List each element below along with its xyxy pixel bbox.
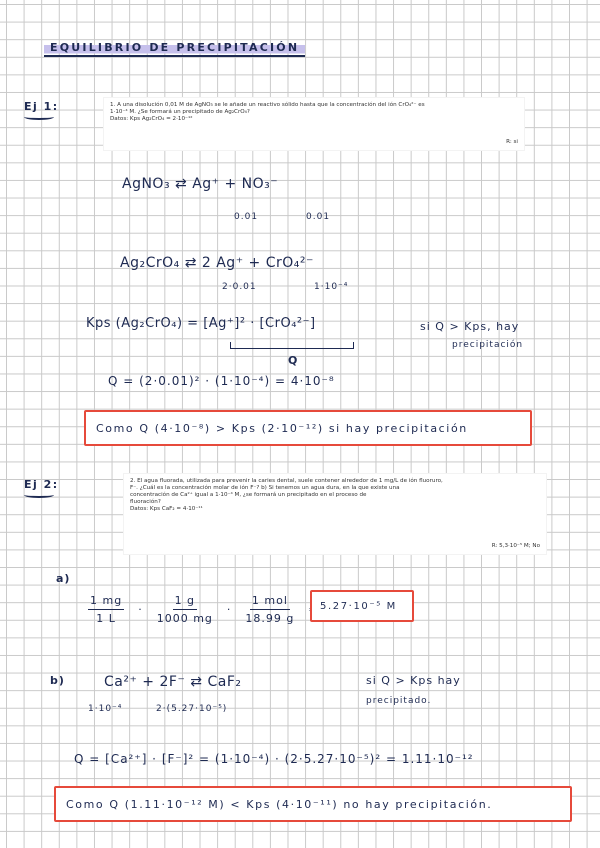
fraction-numerator: 1 mg xyxy=(88,594,124,610)
dissociation-equation-1: AgNO₃ ⇄ Ag⁺ + NO₃⁻ xyxy=(122,176,279,192)
concentration-ag-2: 2·0.01 xyxy=(222,282,257,292)
fraction xyxy=(88,594,124,625)
fraction xyxy=(245,594,294,625)
concentration-ag: 0.01 xyxy=(234,212,259,222)
concentration-no3: 0.01 xyxy=(306,212,331,222)
problem-line: Datos: Kps CaF₂ = 4·10⁻¹¹ xyxy=(130,506,203,512)
fraction xyxy=(157,594,213,625)
result-box-a xyxy=(310,590,414,622)
exercise-2-label-text: Ej 2: xyxy=(24,478,59,491)
conclusion-text: Como Q (4·10⁻⁸) > Kps (2·10⁻¹²) si hay precipitación xyxy=(96,421,468,435)
part-a-label: a) xyxy=(56,572,71,585)
conclusion-box-2 xyxy=(54,786,572,822)
exercise-1-problem xyxy=(104,98,524,150)
exercise-2-problem xyxy=(124,474,546,554)
note-line: precipitación xyxy=(452,340,524,350)
fraction-denominator: 1 L xyxy=(96,612,116,625)
exercise-1-label xyxy=(24,100,59,120)
problem-answer: R: 5,3·10⁻⁵ M; No xyxy=(491,543,540,549)
problem-line: 1. A una disolución 0,01 M de AgNO₃ se le añade un reactivo sólido hasta que la concentración del ión CrO₄²⁻ es xyxy=(110,102,425,108)
exercise-1-label-text: Ej 1: xyxy=(24,100,59,113)
problem-answer: R: si xyxy=(506,139,518,145)
conclusion-text: Como Q (1.11·10⁻¹² M) < Kps (4·10⁻¹¹) no hay precipitación. xyxy=(66,797,493,811)
kps-expression: Kps (Ag₂CrO₄) = [Ag⁺]² · [CrO₄²⁻] xyxy=(86,316,316,331)
precipitation-equation: Ca²⁺ + 2F⁻ ⇄ CaF₂ xyxy=(104,674,242,690)
result-text: 5.27·10⁻⁵ M xyxy=(320,600,397,612)
problem-line: Datos: Kps Ag₂CrO₄ = 2·10⁻¹² xyxy=(110,116,193,122)
q-label: Q xyxy=(288,354,299,367)
fraction-numerator: 1 g xyxy=(173,594,197,610)
note-line: si Q > Kps, hay xyxy=(420,320,520,333)
problem-line: fluoración? xyxy=(130,499,161,505)
problem-line: F⁻. ¿Cuál es la concentración molar de ión F⁻? b) Si tenemos un agua dura, en la que existe una xyxy=(130,485,400,491)
concentration-cro4: 1·10⁻⁴ xyxy=(314,282,349,292)
problem-line: concentración de Ca²⁺ igual a 1·10⁻⁴ M, ¿se formará un precipitado en el proceso de xyxy=(130,492,367,498)
problem-line: 1·10⁻⁴ M. ¿Se formará un precipitado de Ag₂CrO₄? xyxy=(110,109,250,115)
concentration-ca: 1·10⁻⁴ xyxy=(88,704,123,714)
note-line: precipitado. xyxy=(366,696,432,706)
part-b-label: b) xyxy=(50,674,65,687)
unit-conversion: $\frac{1 mg}{1 L}$ · $\frac{1 g}{1000 mg}$ · $\frac{\text{1 mol}}{18.99 g}$ xyxy=(90,594,295,625)
q-bracket xyxy=(230,342,354,349)
dissociation-equation-2: Ag₂CrO₄ ⇄ 2 Ag⁺ + CrO₄²⁻ xyxy=(120,255,314,271)
problem-line: 2. El agua fluorada, utilizada para prevenir la caries dental, suele contener alrededor de 1 mg/L de ión fluoruro, xyxy=(130,478,443,484)
note-line: si Q > Kps hay xyxy=(366,674,461,687)
conclusion-box-1 xyxy=(84,410,532,446)
fraction-denominator: 1000 mg xyxy=(156,612,213,625)
fraction-numerator: 1 mol xyxy=(250,594,290,610)
q-calculation: Q = (2·0.01)² · (1·10⁻⁴) = 4·10⁻⁸ xyxy=(108,374,335,388)
fraction-denominator: 18.99 g xyxy=(245,612,295,625)
exercise-2-label xyxy=(24,478,59,498)
page-title: EQUILIBRIO DE PRECIPITACIÓN xyxy=(44,40,305,57)
q-calculation: Q = [Ca²⁺] · [F⁻]² = (1·10⁻⁴) · (2·5.27·10⁻⁵)² = 1.11·10⁻¹² xyxy=(74,752,474,766)
concentration-f: 2·(5.27·10⁻⁵) xyxy=(156,704,228,714)
